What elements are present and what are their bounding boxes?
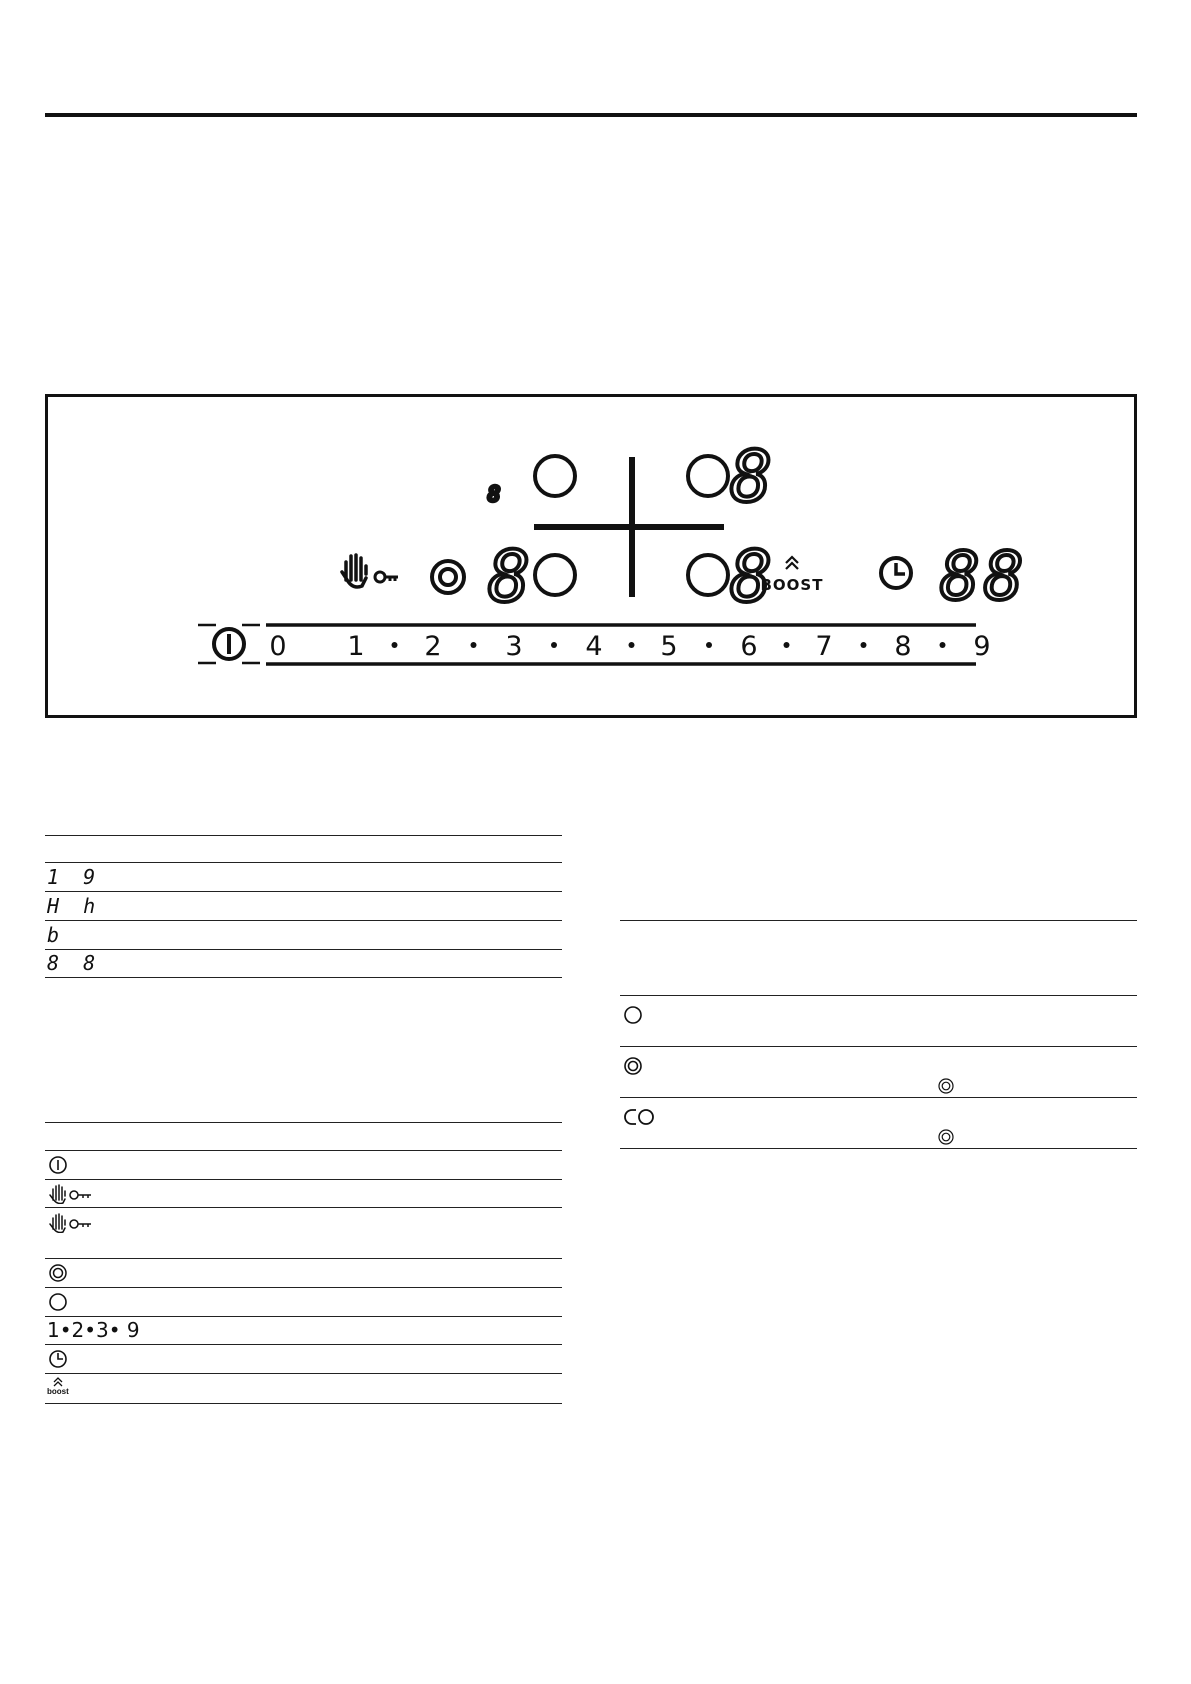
timer-display: 88	[940, 538, 1028, 615]
zone-top-left[interactable]	[488, 456, 575, 506]
inline-dual-zone-icon	[937, 1077, 955, 1100]
single-zone-icon	[622, 1004, 644, 1026]
table-rule	[45, 891, 562, 892]
table-rule	[620, 1046, 1137, 1047]
scale-dot	[629, 642, 635, 648]
scale-dot	[940, 642, 946, 648]
zone-top-left-icon[interactable]	[535, 456, 575, 496]
zone-top-left-digit: 8	[488, 482, 507, 506]
clock-icon	[47, 1347, 69, 1371]
scale-label-0[interactable]: 0	[269, 631, 287, 662]
zone-top-right-digit: 8	[730, 436, 773, 518]
zone-bottom-left-digit: 8	[488, 536, 531, 618]
inline-dual-zone-icon	[937, 1128, 955, 1151]
power-scale-slider[interactable]	[266, 625, 991, 664]
table-rule	[45, 1179, 562, 1180]
zone-top-right-icon[interactable]	[688, 456, 728, 496]
zone-bottom-right-icon[interactable]	[688, 555, 728, 595]
table-rule	[45, 1316, 562, 1317]
scale-label-8[interactable]: 8	[894, 631, 912, 662]
table-rule	[45, 1403, 562, 1404]
dual-zone-icon[interactable]	[432, 561, 464, 593]
boost-icon	[47, 1376, 69, 1400]
table-rule	[45, 920, 562, 921]
child-lock-icon	[47, 1181, 93, 1205]
power-level-symbol: 1•2•3• 9	[47, 1318, 140, 1342]
scale-label-2[interactable]: 2	[424, 631, 442, 662]
table-rule	[45, 1287, 562, 1288]
table-row-symbol: 8 8	[47, 951, 102, 975]
table-rule	[45, 1373, 562, 1374]
scale-dot	[861, 642, 867, 648]
table-rule	[620, 1097, 1137, 1098]
zone-bottom-left-icon[interactable]	[535, 555, 575, 595]
oval-zone-icon	[622, 1106, 658, 1128]
scale-label-9[interactable]: 9	[973, 631, 991, 662]
zone-icon	[47, 1290, 69, 1314]
table-row-symbol: b	[47, 923, 66, 947]
power-icon	[47, 1153, 69, 1177]
table-rule	[45, 949, 562, 950]
dual-zone-icon	[47, 1261, 69, 1285]
table-row-symbol: H h	[47, 894, 102, 918]
scale-label-3[interactable]: 3	[505, 631, 523, 662]
table-rule	[45, 977, 562, 978]
control-panel-svg	[48, 397, 1134, 715]
scale-dot	[706, 642, 712, 648]
scale-labels	[269, 631, 990, 662]
table-rule	[620, 920, 1137, 921]
power-button[interactable]	[198, 625, 260, 663]
table-rule	[45, 835, 562, 836]
boost-label: boost	[47, 1387, 69, 1396]
table-rule	[45, 1207, 562, 1208]
table-rule	[45, 862, 562, 863]
header-rule	[45, 113, 1137, 117]
table-row-symbol: 1 9	[47, 865, 102, 889]
clock-icon[interactable]	[881, 558, 911, 588]
child-lock-icon[interactable]	[342, 555, 398, 587]
scale-label-6[interactable]: 6	[740, 631, 758, 662]
control-panel-diagram	[45, 394, 1137, 718]
scale-label-7[interactable]: 7	[815, 631, 833, 662]
table-rule	[620, 1148, 1137, 1149]
zone-bottom-right-digit: 8	[730, 536, 773, 618]
table-rule	[45, 1344, 562, 1345]
zone-top-right[interactable]	[688, 436, 772, 518]
table-rule	[45, 1150, 562, 1151]
table-rule	[620, 995, 1137, 996]
dual-zone-icon	[622, 1055, 644, 1077]
scale-label-4[interactable]: 4	[585, 631, 603, 662]
scale-label-5[interactable]: 5	[660, 631, 678, 662]
scale-dot	[551, 642, 557, 648]
scale-dot	[392, 642, 398, 648]
child-lock-icon	[47, 1210, 93, 1234]
table-rule	[45, 1258, 562, 1259]
scale-dot	[471, 642, 477, 648]
zone-bottom-left[interactable]	[488, 536, 575, 618]
scale-label-1[interactable]: 1	[347, 631, 365, 662]
scale-dot	[784, 642, 790, 648]
table-rule	[45, 1122, 562, 1123]
boost-label: BOOST	[760, 576, 824, 594]
